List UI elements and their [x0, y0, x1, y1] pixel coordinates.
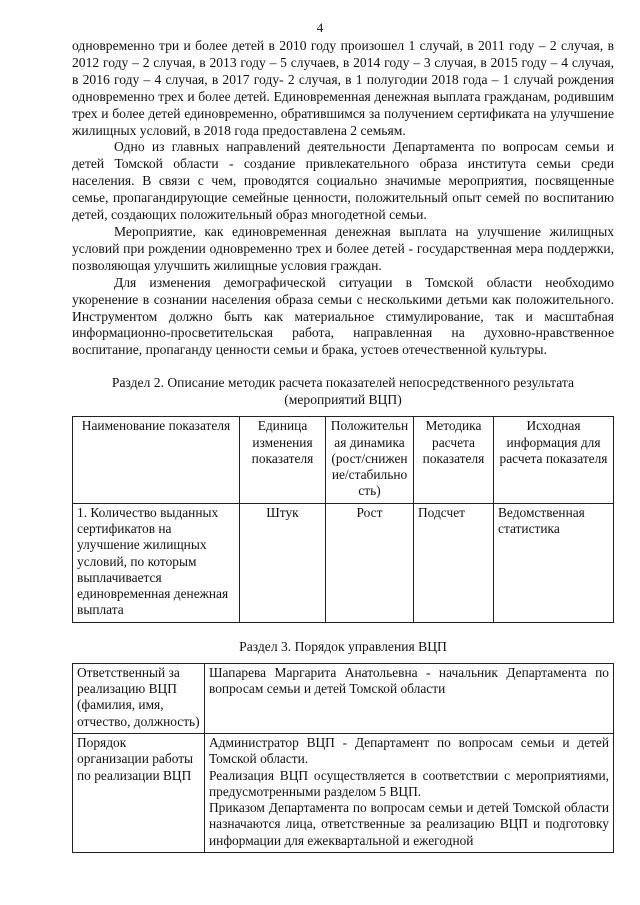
responsible-text: Шапарева Маргарита Анатольевна - начальник Департамента по вопросам семьи и детей Томской области [209, 664, 609, 697]
cell-source: Ведомственная статистика [494, 503, 614, 622]
row-label-organization: Порядок организации работы по реализации ВЦП [73, 733, 205, 852]
organization-text-3: Приказом Департамента по вопросам семьи и детей Томской области назначаются лица, ответственные за реализацию ВЦП и подготовку информации для ежеквартальной и ежегодной [209, 800, 609, 848]
paragraph-4: Для изменения демографической ситуации в Томской области необходимо укоренение в сознании населения образа семьи с несколькими детьми как положительного. Инструментом должно быть как материальное стимулирование, так и масштабная информационно-просветительская работа, направленная на духовно-нравственное воспитание, пропаганду ценности семьи и брака, устоев отечественной культуры. [72, 274, 614, 358]
table-row [73, 663, 614, 733]
organization-text-1: Администратор ВЦП - Департамент по вопросам семьи и детей Томской области. [209, 734, 609, 767]
cell-dynamics: Рост [326, 503, 414, 622]
row-value-responsible [205, 663, 614, 733]
header-source: Исходная информация для расчета показателя [494, 417, 614, 503]
cell-unit: Штук [240, 503, 326, 622]
table-row [73, 733, 614, 852]
section-2-title: Раздел 2. Описание методик расчета показателей непосредственного результата (мероприятий ВЦП) [111, 375, 575, 408]
table-row [73, 503, 614, 622]
row-label-responsible: Ответственный за реализацию ВЦП (фамилия, имя, отчество, должность) [73, 663, 205, 733]
header-dynamics: Положительн ая динамика (рост/снижен ие/стабильно сть) [326, 417, 414, 503]
indicators-table [72, 416, 614, 623]
table-header-row [73, 417, 614, 503]
header-indicator-name: Наименование показателя [73, 417, 240, 503]
document-body [72, 38, 614, 853]
header-unit: Единица изменения показателя [240, 417, 326, 503]
section-3-title: Раздел 3. Порядок управления ВЦП [239, 638, 447, 654]
management-table [72, 663, 614, 853]
cell-indicator-name: 1. Количество выданных сертификатов на улучшение жилищных условий, по которым выплачивается единовременная денежная выплата [73, 503, 240, 622]
organization-text-2: Реализация ВЦП осуществляется в соответствии с мероприятиями, предусмотренными разделом 5 ВЦП. [209, 767, 609, 799]
paragraph-1: одновременно три и более детей в 2010 году произошел 1 случай, в 2011 году – 2 случая, в 2012 году – 2 случая, в 2013 году – 5 случаев, в 2014 году – 3 случая, в 2015 году – 4 случая, в 2016 году – 4 случая, в 2017 году- 2 случая, в 1 полугодии 2018 года – 1 случай рождения одновременно трех и более детей. Единовременная денежная выплата гражданам, родившим трех и более детей единовременно, обратившимся за получением сертификата на улучшение жилищных условий, в 2018 года предоставлена 2 семьям. [72, 38, 614, 138]
header-method: Методика расчета показателя [414, 417, 494, 503]
cell-method: Подсчет [414, 503, 494, 622]
paragraph-3: Мероприятие, как единовременная денежная выплата на улучшение жилищных условий при рождении одновременно трех и более детей - государственная мера поддержки, позволяющая улучшить жилищные условия граждан. [72, 223, 614, 273]
row-value-organization [205, 733, 614, 852]
page-number: 4 [316, 20, 324, 35]
paragraph-2: Одно из главных направлений деятельности Департамента по вопросам семьи и детей Томской области - создание привлекательного образа института семьи среди населения. В связи с чем, проводятся социально значимые мероприятия, посвященные семье, пропагандирующие семейные ценности, положительный опыт семей по воспитанию детей, создающих положительный образ многодетной семьи. [72, 139, 614, 223]
